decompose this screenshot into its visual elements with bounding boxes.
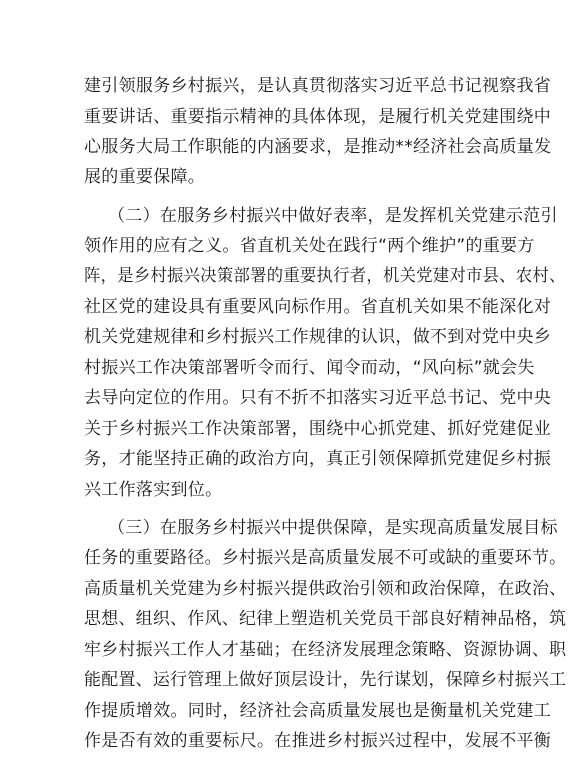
paragraph-2-line-9: 务，才能坚持正确的政治方向，真正引领保障抓党建促乡村振 bbox=[84, 449, 552, 470]
paragraph-2-line-2: 领作用的应有之义。省直机关处在践行“两个维护”的重要方 bbox=[84, 235, 535, 256]
paragraph-3-line-7: 作提质增效。同时，经济社会高质量发展也是衡量机关党建工 bbox=[84, 700, 552, 721]
paragraph-3-line-1: （三）在服务乡村振兴中提供保障，是实现高质量发展目标 bbox=[108, 517, 558, 538]
paragraph-2-line-10: 兴工作落实到位。 bbox=[84, 479, 223, 500]
paragraph-3-line-8: 作是否有效的重要标尺。在推进乡村振兴过程中，发展不平衡 bbox=[84, 731, 552, 751]
paragraph-2-line-7: 去导向定位的作用。只有不折不扣落实习近平总书记、党中央 bbox=[84, 388, 552, 409]
paragraph-2-line-6: 村振兴工作决策部署听令而行、闻令而动，“风向标”就会失 bbox=[84, 357, 535, 378]
paragraph-1-line-3: 心服务大局工作职能的内涵要求，是推动**经济社会高质量发 bbox=[84, 136, 552, 157]
paragraph-2-line-8: 关于乡村振兴工作决策部署，围绕中心抓党建、抓好党建促业 bbox=[84, 418, 552, 439]
paragraph-3-line-2: 任务的重要路径。乡村振兴是高质量发展不可或缺的重要环节。 bbox=[84, 548, 567, 569]
paragraph-3-line-6: 能配置、运行管理上做好顶层设计，先行谋划，保障乡村振兴工 bbox=[84, 670, 567, 691]
paragraph-1-line-2: 重要讲话、重要指示精神的具体体现，是履行机关党建围绕中 bbox=[84, 106, 552, 127]
paragraph-3-line-4: 思想、组织、作风、纪律上塑造机关党员干部良好精神品格，筑 bbox=[84, 609, 567, 630]
paragraph-3-line-3: 高质量机关党建为乡村振兴提供政治引领和政治保障，在政治、 bbox=[84, 578, 567, 599]
paragraph-2-line-1: （二）在服务乡村振兴中做好表率，是发挥机关党建示范引 bbox=[108, 205, 558, 226]
paragraph-3-line-5: 牢乡村振兴工作人才基础；在经济发展理念策略、资源协调、职 bbox=[84, 639, 567, 660]
paragraph-1-line-4: 展的重要保障。 bbox=[84, 167, 206, 188]
paragraph-2-line-3: 阵，是乡村振兴决策部署的重要执行者，机关党建对市县、农村、 bbox=[84, 266, 566, 287]
paragraph-2-line-4: 社区党的建设具有重要风向标作用。省直机关如果不能深化对 bbox=[84, 296, 552, 317]
paragraph-2-line-5: 机关党建规律和乡村振兴工作规律的认识，做不到对党中央乡 bbox=[84, 327, 552, 348]
paragraph-1-line-1: 建引领服务乡村振兴，是认真贯彻落实习近平总书记视察我省 bbox=[84, 76, 552, 96]
